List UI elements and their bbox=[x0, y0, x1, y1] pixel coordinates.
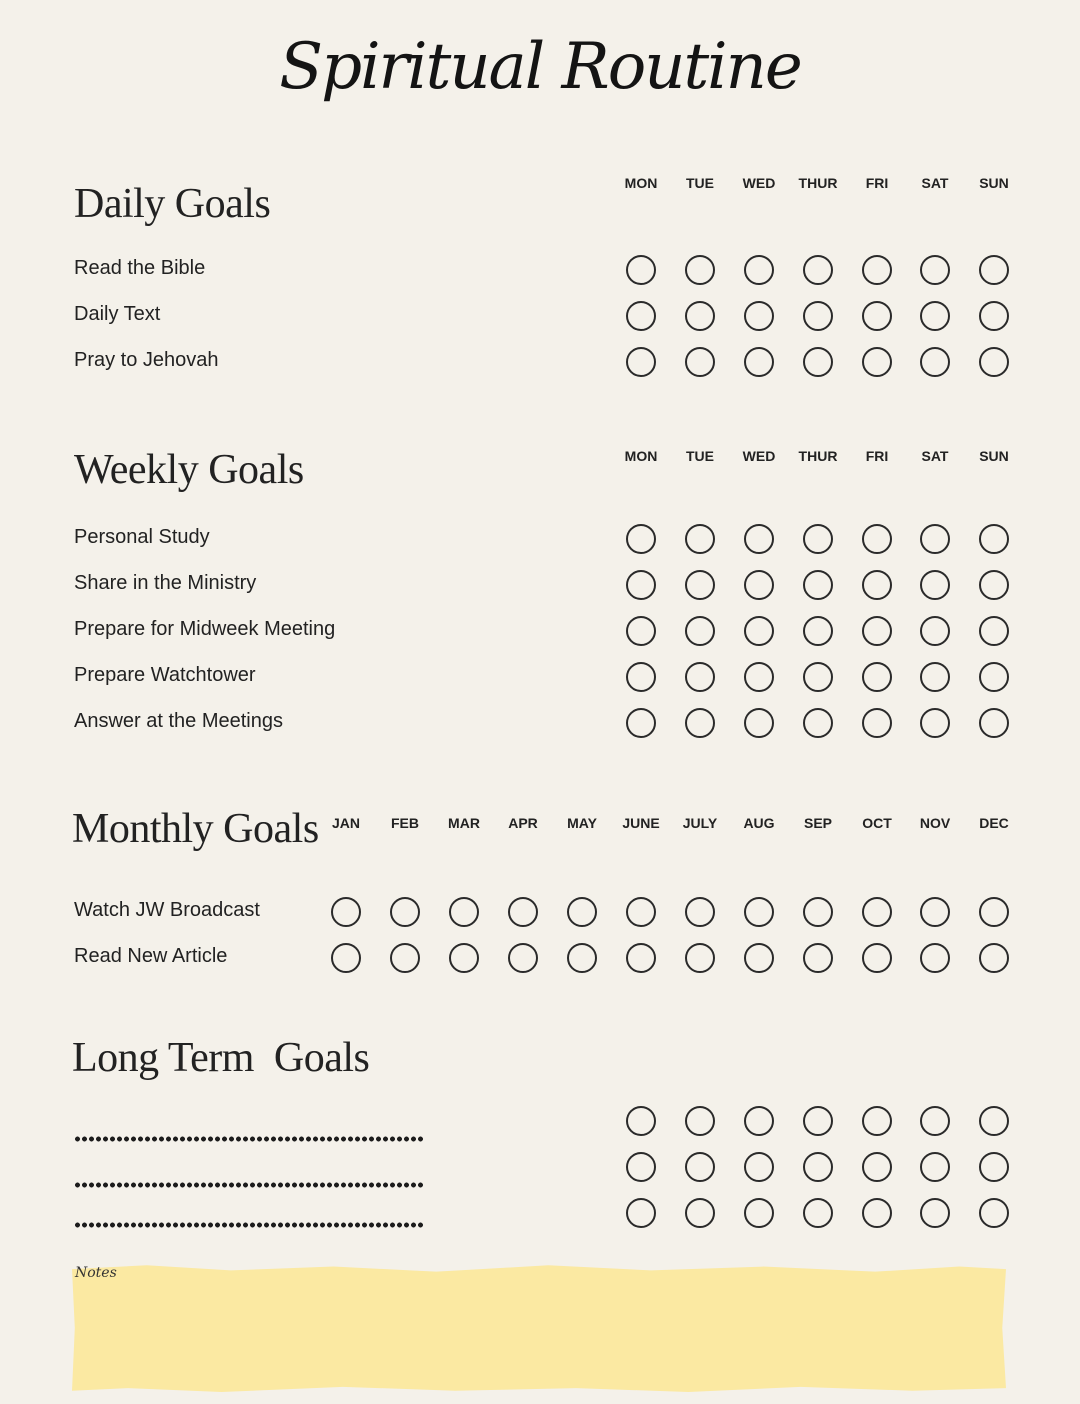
monthly-checkbox-circle[interactable] bbox=[744, 943, 774, 973]
long-term-checkbox-circle[interactable] bbox=[979, 1198, 1009, 1228]
daily-checkbox-circle[interactable] bbox=[626, 255, 656, 285]
daily-checkbox-circle[interactable] bbox=[626, 301, 656, 331]
long-term-goals-heading: Long Term Goals bbox=[72, 1035, 370, 1081]
monthly-checkbox-circle[interactable] bbox=[331, 943, 361, 973]
daily-checkbox-circle[interactable] bbox=[979, 301, 1009, 331]
daily-checkbox-circle[interactable] bbox=[862, 301, 892, 331]
daily-checkbox-circle[interactable] bbox=[626, 347, 656, 377]
weekly-checkbox-circle[interactable] bbox=[685, 570, 715, 600]
long-term-checkbox-circle[interactable] bbox=[920, 1106, 950, 1136]
weekly-goal-label: Prepare for Midweek Meeting bbox=[74, 618, 336, 640]
daily-day-header-tue: TUE bbox=[686, 175, 714, 191]
long-term-checkbox-circle[interactable] bbox=[685, 1152, 715, 1182]
weekly-checkbox-circle[interactable] bbox=[862, 570, 892, 600]
daily-checkbox-circle[interactable] bbox=[920, 347, 950, 377]
daily-checkbox-circle[interactable] bbox=[979, 255, 1009, 285]
weekly-goals-heading: Weekly Goals bbox=[74, 447, 304, 493]
monthly-month-header-sep: SEP bbox=[803, 815, 832, 831]
monthly-checkbox-circle[interactable] bbox=[803, 943, 833, 973]
weekly-checkbox-circle[interactable] bbox=[920, 708, 950, 738]
daily-checkbox-circle[interactable] bbox=[803, 255, 833, 285]
weekly-checkbox-circle[interactable] bbox=[862, 616, 892, 646]
monthly-checkbox-circle[interactable] bbox=[920, 943, 950, 973]
monthly-month-header-oct: OCT bbox=[862, 815, 892, 831]
monthly-goal-label: Watch JW Broadcast bbox=[74, 899, 260, 921]
weekly-checkbox-circle[interactable] bbox=[626, 524, 656, 554]
long-term-checkbox-circle[interactable] bbox=[626, 1152, 656, 1182]
long-term-checkbox-circle[interactable] bbox=[803, 1106, 833, 1136]
daily-goals-heading: Daily Goals bbox=[74, 181, 271, 227]
daily-day-header-sun: SUN bbox=[979, 175, 1009, 191]
weekly-checkbox-circle[interactable] bbox=[685, 708, 715, 738]
monthly-month-header-july: JULY bbox=[682, 815, 718, 831]
weekly-checkbox-circle[interactable] bbox=[862, 662, 892, 692]
daily-checkbox-circle[interactable] bbox=[744, 347, 774, 377]
weekly-checkbox-circle[interactable] bbox=[862, 524, 892, 554]
monthly-checkbox-circle[interactable] bbox=[626, 897, 656, 927]
weekly-checkbox-circle[interactable] bbox=[979, 524, 1009, 554]
long-term-checkbox-circle[interactable] bbox=[744, 1106, 774, 1136]
weekly-checkbox-circle[interactable] bbox=[626, 616, 656, 646]
monthly-month-header-nov: NOV bbox=[919, 815, 951, 831]
monthly-checkbox-circle[interactable] bbox=[390, 943, 420, 973]
monthly-month-header-apr: APR bbox=[508, 815, 538, 831]
monthly-month-header-may: MAY bbox=[567, 815, 597, 831]
weekly-checkbox-circle[interactable] bbox=[803, 524, 833, 554]
daily-checkbox-circle[interactable] bbox=[862, 347, 892, 377]
monthly-checkbox-circle[interactable] bbox=[508, 943, 538, 973]
daily-goal-label: Daily Text bbox=[74, 303, 161, 325]
page-title: Spiritual Routine bbox=[279, 30, 801, 104]
monthly-checkbox-circle[interactable] bbox=[567, 943, 597, 973]
weekly-checkbox-circle[interactable] bbox=[744, 662, 774, 692]
weekly-goal-label: Share in the Ministry bbox=[74, 572, 257, 594]
long-term-checkbox-circle[interactable] bbox=[920, 1152, 950, 1182]
daily-checkbox-circle[interactable] bbox=[685, 301, 715, 331]
daily-checkbox-circle[interactable] bbox=[979, 347, 1009, 377]
weekly-checkbox-circle[interactable] bbox=[979, 662, 1009, 692]
weekly-checkbox-circle[interactable] bbox=[685, 616, 715, 646]
weekly-checkbox-circle[interactable] bbox=[920, 524, 950, 554]
weekly-checkbox-circle[interactable] bbox=[920, 662, 950, 692]
notes-box[interactable] bbox=[72, 1264, 1006, 1392]
weekly-checkbox-circle[interactable] bbox=[685, 662, 715, 692]
weekly-checkbox-circle[interactable] bbox=[803, 616, 833, 646]
weekly-checkbox-circle[interactable] bbox=[803, 708, 833, 738]
weekly-checkbox-circle[interactable] bbox=[803, 662, 833, 692]
daily-checkbox-circle[interactable] bbox=[685, 347, 715, 377]
monthly-checkbox-circle[interactable] bbox=[685, 897, 715, 927]
long-term-checkbox-circle[interactable] bbox=[862, 1152, 892, 1182]
weekly-day-header-thur: THUR bbox=[798, 448, 838, 464]
daily-goal-label: Pray to Jehovah bbox=[74, 349, 219, 371]
long-term-checkbox-circle[interactable] bbox=[744, 1198, 774, 1228]
monthly-checkbox-circle[interactable] bbox=[979, 897, 1009, 927]
daily-goal-label: Read the Bible bbox=[74, 257, 206, 279]
daily-checkbox-circle[interactable] bbox=[744, 255, 774, 285]
weekly-day-header-tue: TUE bbox=[686, 448, 714, 464]
weekly-checkbox-circle[interactable] bbox=[920, 616, 950, 646]
weekly-day-header-wed: WED bbox=[742, 448, 776, 464]
long-term-checkbox-circle[interactable] bbox=[626, 1106, 656, 1136]
long-term-blank-line[interactable] bbox=[74, 1182, 424, 1188]
monthly-checkbox-circle[interactable] bbox=[508, 897, 538, 927]
long-term-checkbox-circle[interactable] bbox=[920, 1198, 950, 1228]
monthly-checkbox-circle[interactable] bbox=[626, 943, 656, 973]
daily-day-header-mon: MON bbox=[624, 175, 658, 191]
weekly-goal-label: Answer at the Meetings bbox=[74, 710, 283, 732]
daily-day-header-wed: WED bbox=[742, 175, 776, 191]
weekly-checkbox-circle[interactable] bbox=[920, 570, 950, 600]
monthly-month-header-jan: JAN bbox=[331, 815, 360, 831]
long-term-blank-line[interactable] bbox=[74, 1222, 424, 1228]
daily-checkbox-circle[interactable] bbox=[744, 301, 774, 331]
monthly-checkbox-circle[interactable] bbox=[449, 943, 479, 973]
long-term-checkbox-circle[interactable] bbox=[862, 1198, 892, 1228]
long-term-checkbox-circle[interactable] bbox=[803, 1152, 833, 1182]
monthly-checkbox-circle[interactable] bbox=[979, 943, 1009, 973]
long-term-checkbox-circle[interactable] bbox=[979, 1152, 1009, 1182]
weekly-checkbox-circle[interactable] bbox=[803, 570, 833, 600]
monthly-checkbox-circle[interactable] bbox=[744, 897, 774, 927]
monthly-checkbox-circle[interactable] bbox=[920, 897, 950, 927]
weekly-checkbox-circle[interactable] bbox=[744, 570, 774, 600]
weekly-checkbox-circle[interactable] bbox=[685, 524, 715, 554]
weekly-goal-label: Prepare Watchtower bbox=[74, 664, 256, 686]
daily-checkbox-circle[interactable] bbox=[803, 347, 833, 377]
weekly-goal-label: Personal Study bbox=[74, 526, 210, 548]
long-term-checkbox-circle[interactable] bbox=[803, 1198, 833, 1228]
monthly-checkbox-circle[interactable] bbox=[567, 897, 597, 927]
monthly-checkbox-circle[interactable] bbox=[862, 897, 892, 927]
daily-checkbox-circle[interactable] bbox=[685, 255, 715, 285]
weekly-checkbox-circle[interactable] bbox=[626, 708, 656, 738]
long-term-checkbox-circle[interactable] bbox=[685, 1198, 715, 1228]
long-term-checkbox-circle[interactable] bbox=[626, 1198, 656, 1228]
monthly-checkbox-circle[interactable] bbox=[390, 897, 420, 927]
monthly-checkbox-circle[interactable] bbox=[685, 943, 715, 973]
weekly-day-header-sat: SAT bbox=[921, 448, 949, 464]
daily-day-header-fri: FRI bbox=[865, 175, 889, 191]
weekly-day-header-mon: MON bbox=[624, 448, 658, 464]
daily-checkbox-circle[interactable] bbox=[862, 255, 892, 285]
monthly-month-header-feb: FEB bbox=[391, 815, 419, 831]
weekly-checkbox-circle[interactable] bbox=[979, 616, 1009, 646]
monthly-month-header-mar: MAR bbox=[448, 815, 480, 831]
monthly-month-header-dec: DEC bbox=[979, 815, 1009, 831]
daily-day-header-sat: SAT bbox=[921, 175, 949, 191]
weekly-checkbox-circle[interactable] bbox=[979, 570, 1009, 600]
weekly-day-header-sun: SUN bbox=[979, 448, 1009, 464]
long-term-checkbox-circle[interactable] bbox=[685, 1106, 715, 1136]
long-term-checkbox-circle[interactable] bbox=[744, 1152, 774, 1182]
weekly-checkbox-circle[interactable] bbox=[744, 708, 774, 738]
long-term-blank-line[interactable] bbox=[74, 1136, 424, 1142]
daily-day-header-thur: THUR bbox=[798, 175, 838, 191]
weekly-checkbox-circle[interactable] bbox=[744, 524, 774, 554]
monthly-goal-label: Read New Article bbox=[74, 945, 228, 967]
notes-label: Notes bbox=[75, 1265, 117, 1281]
weekly-checkbox-circle[interactable] bbox=[626, 570, 656, 600]
weekly-checkbox-circle[interactable] bbox=[744, 616, 774, 646]
long-term-checkbox-circle[interactable] bbox=[979, 1106, 1009, 1136]
weekly-checkbox-circle[interactable] bbox=[626, 662, 656, 692]
monthly-month-header-aug: AUG bbox=[743, 815, 775, 831]
monthly-month-header-june: JUNE bbox=[622, 815, 660, 831]
weekly-checkbox-circle[interactable] bbox=[979, 708, 1009, 738]
monthly-checkbox-circle[interactable] bbox=[803, 897, 833, 927]
weekly-checkbox-circle[interactable] bbox=[862, 708, 892, 738]
daily-checkbox-circle[interactable] bbox=[803, 301, 833, 331]
monthly-goals-heading: Monthly Goals bbox=[72, 806, 319, 852]
monthly-checkbox-circle[interactable] bbox=[449, 897, 479, 927]
monthly-checkbox-circle[interactable] bbox=[862, 943, 892, 973]
weekly-day-header-fri: FRI bbox=[865, 448, 889, 464]
daily-checkbox-circle[interactable] bbox=[920, 255, 950, 285]
monthly-checkbox-circle[interactable] bbox=[331, 897, 361, 927]
daily-checkbox-circle[interactable] bbox=[920, 301, 950, 331]
long-term-checkbox-circle[interactable] bbox=[862, 1106, 892, 1136]
